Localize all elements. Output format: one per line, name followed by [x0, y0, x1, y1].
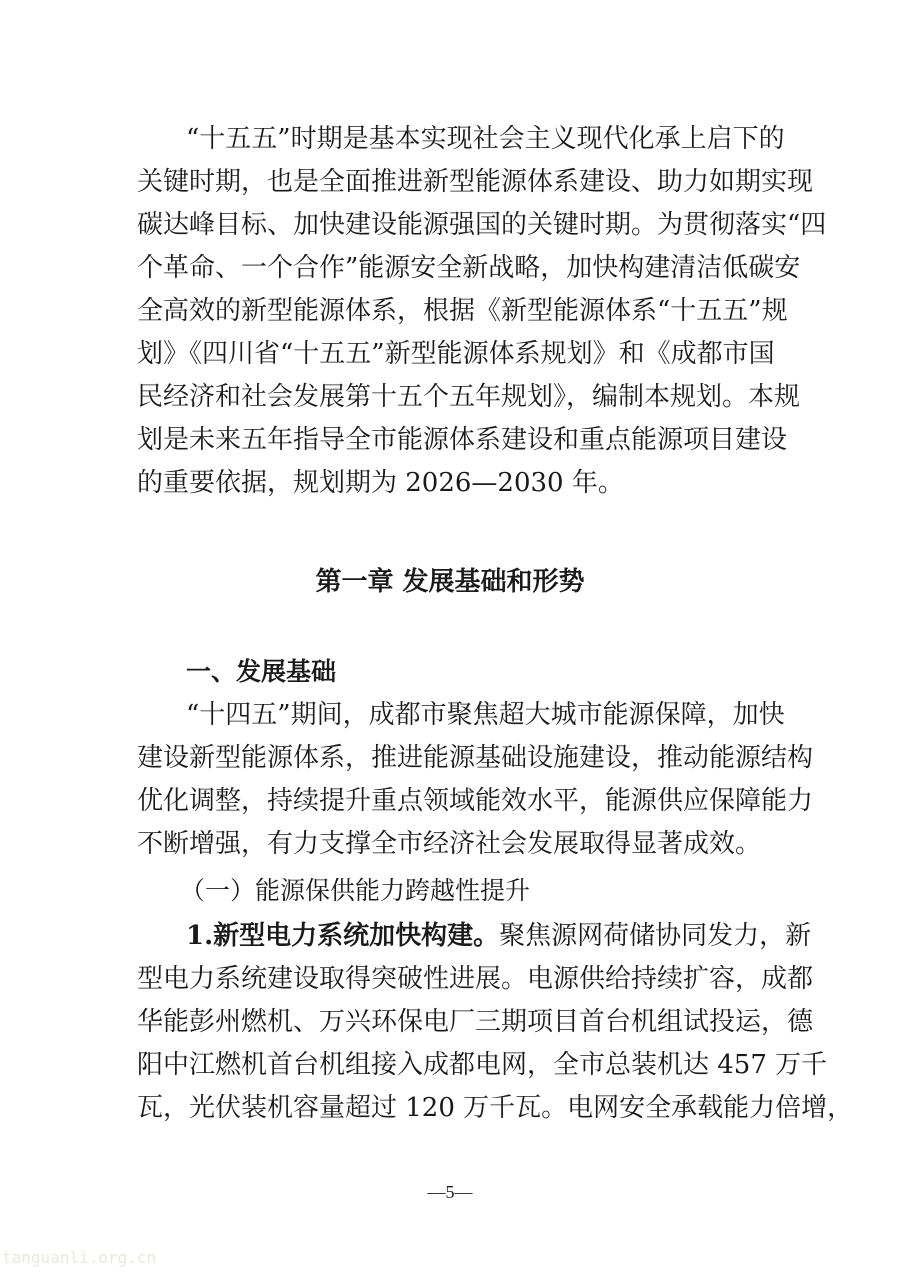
- intro-line-8: 划是未来五年指导全市能源体系建设和重点能源项目建设: [137, 425, 788, 455]
- item-line-2: 型电力系统建设取得突破性进展。电源供给持续扩容，成都: [137, 964, 814, 994]
- intro-line-6: 划》《四川省“十五五”新型能源体系规划》和《成都市国: [137, 339, 775, 369]
- item-heading: 1.新型电力系统加快构建。: [186, 921, 500, 951]
- watermark: tanguanli.org.cn: [2, 1248, 157, 1267]
- intro-line-5: 全高效的新型能源体系，根据《新型能源体系“十五五”规: [137, 296, 788, 326]
- section-title: 一、发展基础: [186, 657, 337, 686]
- subsection-title: （一）能源保供能力跨越性提升: [180, 876, 531, 905]
- section-line-2: 建设新型能源体系，推进能源基础设施建设，推动能源结构: [137, 743, 814, 773]
- chapter-title: 第一章 发展基础和形势: [315, 567, 585, 597]
- page-number: —5—: [427, 1182, 473, 1202]
- intro-line-1: “十五五”时期是基本实现社会主义现代化承上启下的: [186, 124, 785, 154]
- intro-line-4: 个革命、一个合作”能源安全新战略，加快构建清洁低碳安: [137, 253, 801, 283]
- item-line-1-text: 聚焦源网荷储协同发力，新: [499, 921, 812, 951]
- intro-line-3: 碳达峰目标、加快建设能源强国的关键时期。为贯彻落实“四: [137, 210, 827, 240]
- intro-line-7: 民经济和社会发展第十五个五年规划》，编制本规划。本规: [137, 382, 801, 412]
- item-line-1: [186, 921, 812, 951]
- intro-line-2: 关键时期，也是全面推进新型能源体系建设、助力如期实现: [137, 167, 814, 197]
- item-line-3: 华能彭州燃机、万兴环保电厂三期项目首台机组试投运，德: [137, 1007, 814, 1037]
- section-line-1: “十四五”期间，成都市聚焦超大城市能源保障，加快: [186, 700, 785, 730]
- intro-line-9: 的重要依据，规划期为 2026—2030 年。: [137, 468, 624, 498]
- section-line-3: 优化调整，持续提升重点领域能效水平，能源供应保障能力: [137, 786, 814, 816]
- item-line-4: 阳中江燃机首台机组接入成都电网，全市总装机达 457 万千: [137, 1050, 828, 1080]
- item-line-5: 瓦，光伏装机容量超过 120 万千瓦。电网安全承载能力倍增，: [137, 1093, 854, 1123]
- section-line-4: 不断增强，有力支撑全市经济社会发展取得显著成效。: [137, 829, 762, 859]
